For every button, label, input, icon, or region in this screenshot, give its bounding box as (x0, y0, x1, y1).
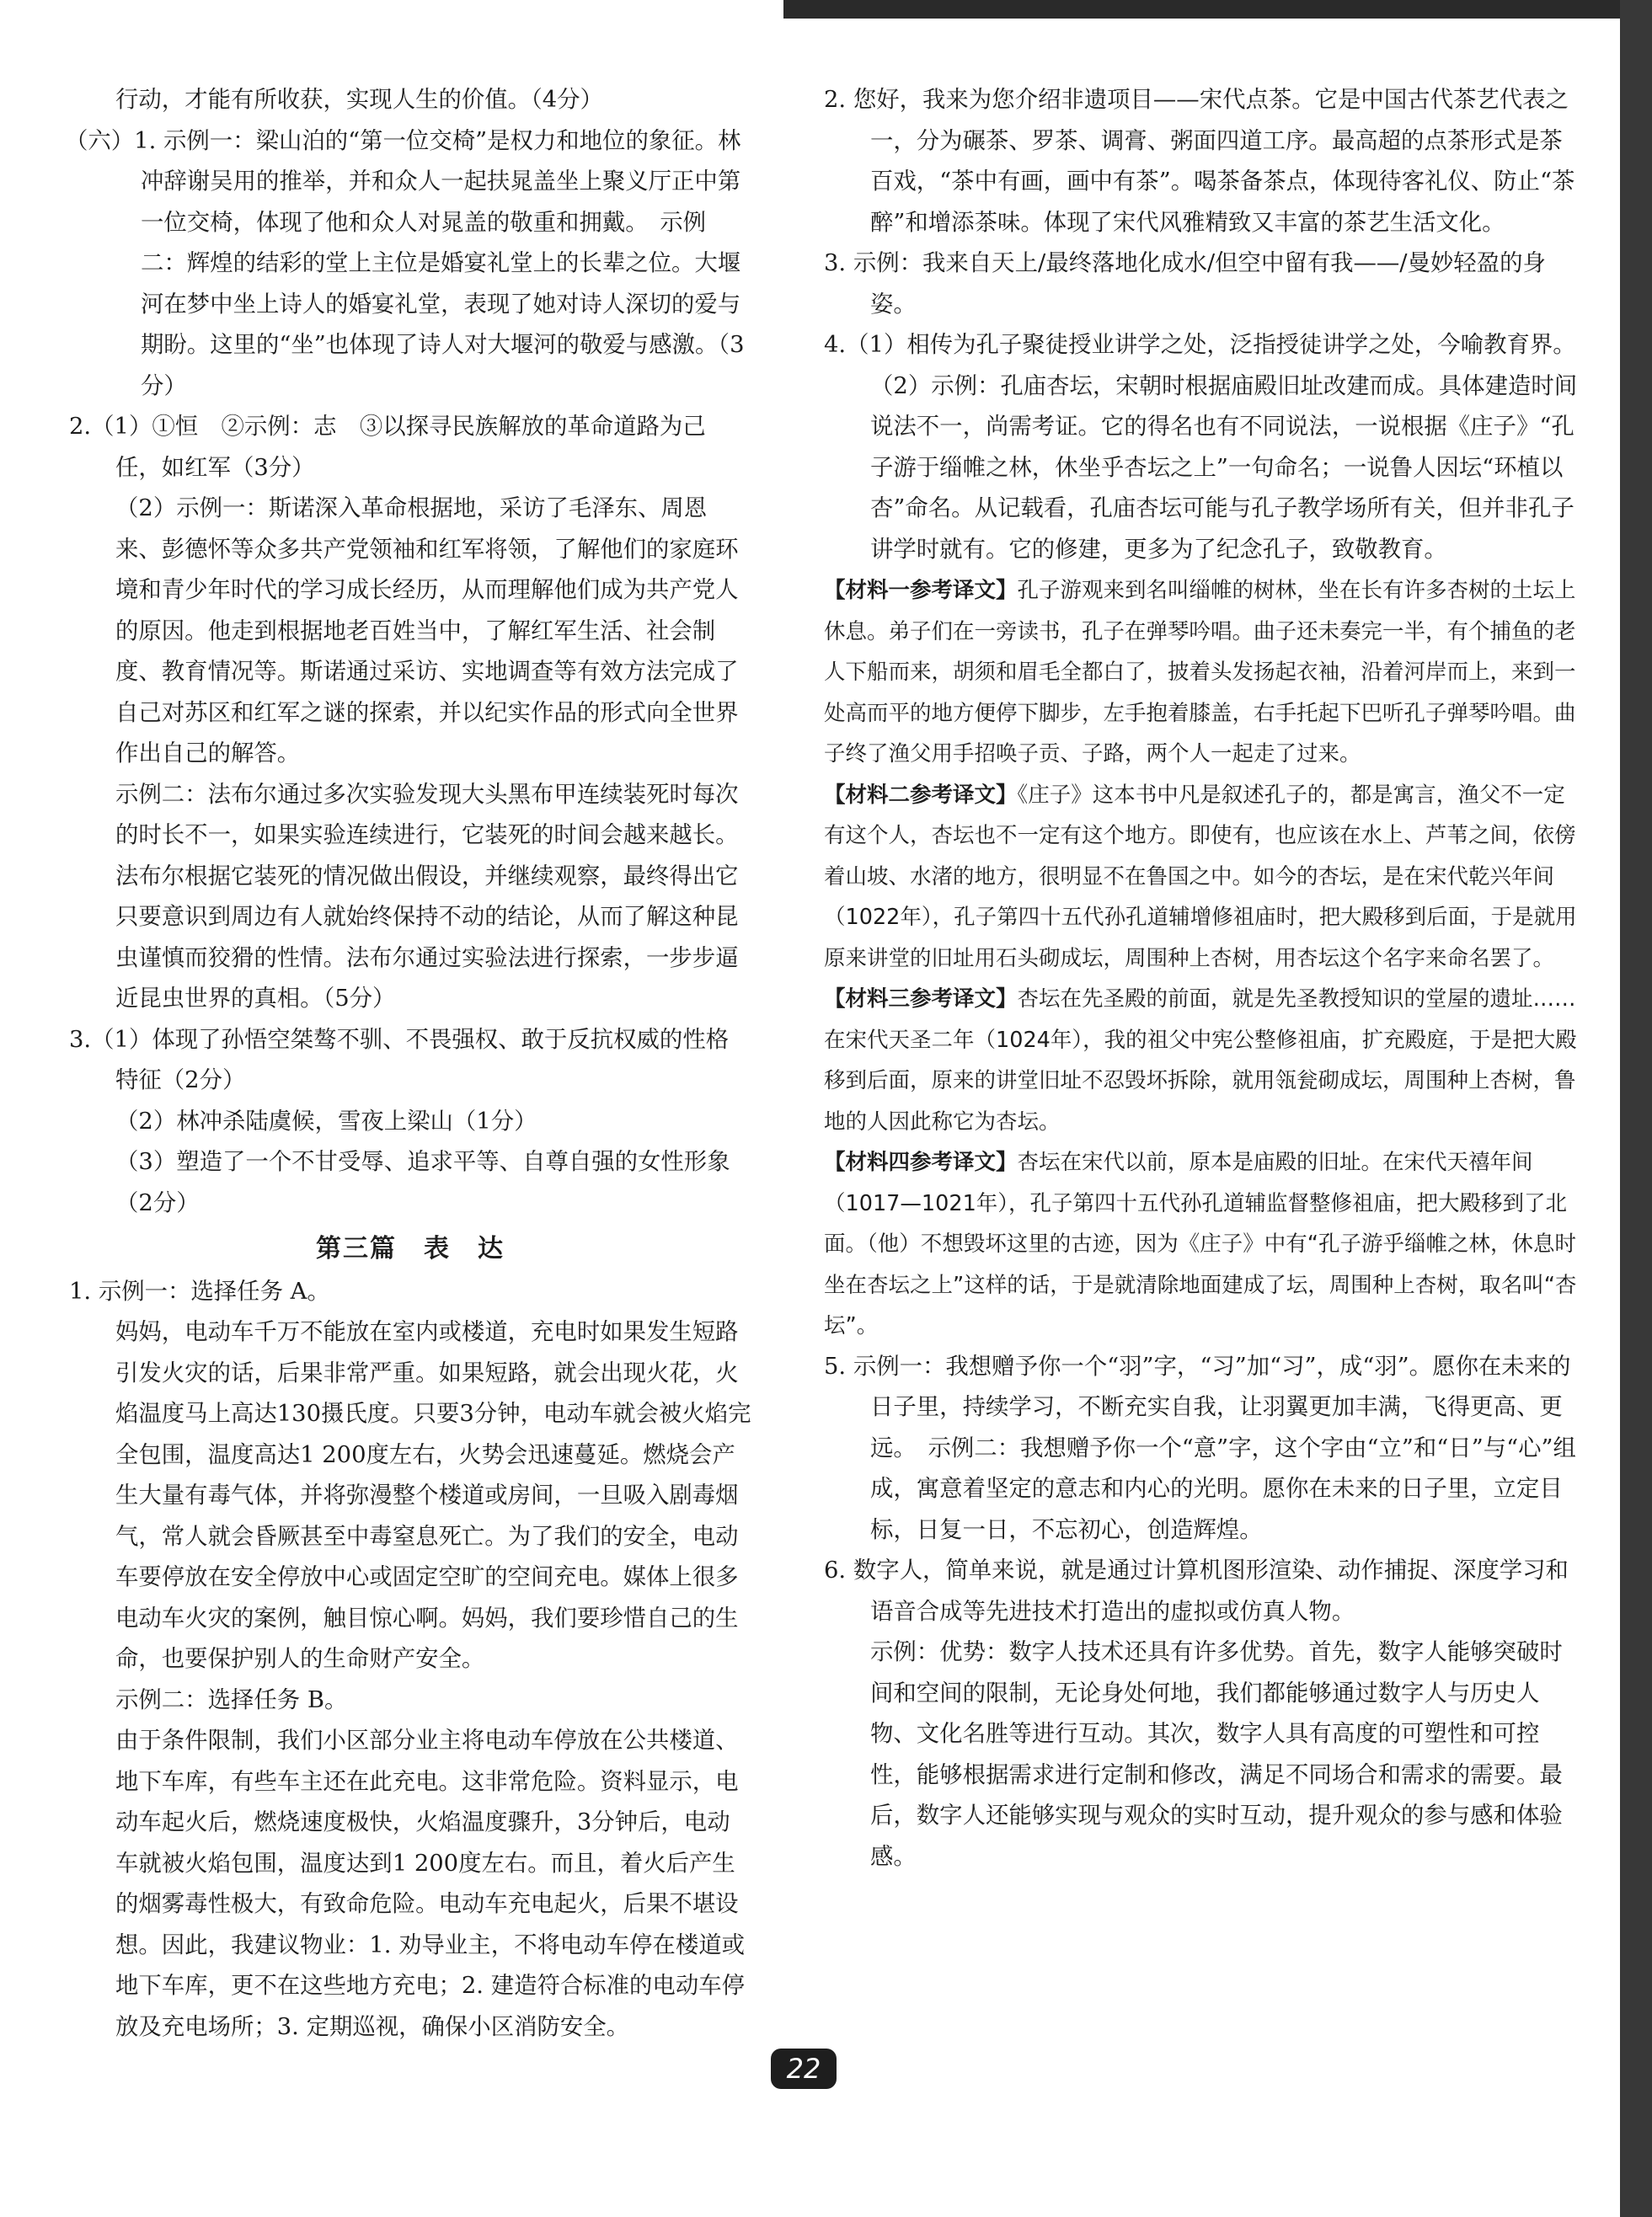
page-number: 22 (771, 2049, 837, 2089)
answer-paragraph: 3. 示例：我来自天上/最终落地化成水/但空中留有我——/曼妙轻盈的身姿。 (824, 250, 1546, 318)
material-tag: 【材料四参考译文】 (824, 1150, 1018, 1175)
answer-paragraph: （2）示例一：斯诺深入革命根据地，采访了毛泽东、周恩来、彭德怀等众多共产党领袖和红军将领，了解他们的家庭环境和青少年时代的学习成长经历，从而理解他们成为共产党人的原因。他走到根据地老百姓当中，了解红军生活、社会制度、教育情况等。斯诺通过采访、实地调查等有效方法完成了自己对苏区和红军之谜的探索，并以纪实作品的形式向全世界作出自己的解答。 (115, 495, 739, 767)
left-answers (65, 80, 751, 1224)
material-text: 杏坛在宋代以前，原本是庙殿的旧址。在宋代天禧年间（1017—1021年），孔子第四十五代孙孔道辅监督整修祖庙，把大殿移到了北面。（他）不想毁坏这里的古迹，因为《庄子》中有“孔子游乎缁帷之林，休息时坐在杏坛之上”这样的话，于是就清除地面建成了坛，周围种上杏树，取名叫“杏坛”。 (824, 1150, 1577, 1338)
scan-top-edge (783, 0, 1652, 19)
scan-right-edge (1620, 0, 1652, 2217)
answer-paragraph: 示例二：法布尔通过多次实验发现大头黑布甲连续装死时每次的时长不一，如果实验连续进行，它装死的时间会越来越长。法布尔根据它装死的情况做出假设，并继续观察，最终得出它只要意识到周边有人就始终保持不动的结论，从而了解这种昆虫谨慎而狡猾的性情。法布尔通过实验法进行探索，一步步逼近昆虫世界的真相。（5分） (115, 781, 739, 1012)
answer-paragraph: 妈妈，电动车千万不能放在室内或楼道，充电时如果发生短路引发火灾的话，后果非常严重。如果短路，就会出现火花，火焰温度马上高达130摄氏度。只要3分钟，电动车就会被火焰完全包围，温度高达1 200度左右，火势会迅速蔓延。燃烧会产生大量有毒气体，并将弥漫整个楼道或房间，一旦吸入剧毒烟气，常人就会昏厥甚至中毒窒息死亡。为了我们的安全，电动车要停放在安全停放中心或固定空旷的空间充电。媒体上很多电动车火灾的案例，触目惊心啊。妈妈，我们要珍惜自己的生命，也要保护别人的生命财产安全。 (115, 1319, 751, 1672)
material-text: 《庄子》这本书中凡是叙述孔子的，都是寓言，渔父不一定有这个人，杏坛也不一定有这个地方。即使有，也应该在水上、芦苇之间，依傍着山坡、水渚的地方，很明显不在鲁国之中。如今的杏坛，是在宋代乾兴年间（1022年），孔子第四十五代孙孔道辅增修祖庙时，把大殿移到后面，于是就用原来讲堂的旧址用石头砌成坛，周围种上杏树，用杏坛这个名字来命名罢了。 (824, 782, 1577, 971)
answer-paragraph: （2）示例：孔庙杏坛，宋朝时根据庙殿旧址改建而成。具体建造时间说法不一，尚需考证。它的得名也有不同说法，一说根据《庄子》“孔子游于缁帷之林，休坐乎杏坛之上”一句命名；一说鲁人因坛“环植以杏”命名。从记载看，孔庙杏坛可能与孔子教学场所有关，但并非孔子讲学时就有。它的修建，更多为了纪念孔子，致敬教育。 (870, 372, 1578, 563)
material-translation (824, 775, 1582, 980)
answer-paragraph: 示例二：选择任务 B。 (115, 1686, 348, 1713)
material-text: 孔子游观来到名叫缁帷的树林，坐在长有许多杏树的土坛上休息。弟子们在一旁读书，孔子在弹琴吟唱。曲子还未奏完一半，有个捕鱼的老人下船而来，胡须和眉毛全都白了，披着头发扬起衣袖，沿着河岸而上，来到一处高而平的地方便停下脚步，左手抱着膝盖，右手托起下巴听孔子弹琴吟唱。曲子终了渔父用手招唤子贡、子路，两个人一起走了过来。 (824, 578, 1576, 767)
answer-paragraph: 3.（1）体现了孙悟空桀骜不驯、不畏强权、敢于反抗权威的性格特征（2分） (69, 1026, 730, 1093)
answer-paragraph: （3）塑造了一个不甘受辱、追求平等、自尊自强的女性形象（2分） (115, 1149, 730, 1216)
answer-paragraph: 由于条件限制，我们小区部分业主将电动车停放在公共楼道、地下车库，有些车主还在此充电。这非常危险。资料显示，电动车起火后，燃烧速度极快，火焰温度骤升，3分钟后，电动车就被火焰包围，温度达到1 200度左右。而且，着火后产生的烟雾毒性极大，有致命危险。电动车充电起火，后果不堪设想。因此，我建议物业：1. 劝导业主，不将电动车停在楼道或地下车库，更不在这些地方充电；2. 建造符合标准的电动车停放及充电场所；3. 定期巡视，确保小区消防安全。 (115, 1728, 745, 2040)
left-column (65, 80, 751, 2048)
answer-paragraph: 4.（1）相传为孔子聚徒授业讲学之处，泛指授徒讲学之处，今喻教育界。 (824, 332, 1576, 358)
left-answers-expression (69, 1272, 751, 2049)
answer-paragraph: （六）1. 示例一：梁山泊的“第一位交椅”是权力和地位的象征。林冲辞谢吴用的推举，并和众人一起扶晁盖坐上聚义厅正中第一位交椅，体现了他和众人对晁盖的敬重和拥戴。 示例二：辉煌的结彩的堂上主位是婚宴礼堂上的长辈之位。大堰河在梦中坐上诗人的婚宴礼堂，表现了她对诗人深切的爱与期盼。这里的“坐”也体现了诗人对大堰河的敬爱与感激。（3分） (65, 127, 745, 399)
answer-paragraph: （2）林冲杀陆虞候，雪夜上梁山（1分） (115, 1108, 537, 1135)
section-heading: 第三篇 表 达 (316, 1234, 505, 1263)
material-tag: 【材料一参考译文】 (824, 578, 1018, 603)
answer-paragraph: 2. 您好，我来为您介绍非遗项目——宋代点茶。它是中国古代茶艺代表之一，分为碾茶、罗茶、调膏、粥面四道工序。最高超的点茶形式是茶百戏，“茶中有画，画中有茶”。喝茶备茶点，体现待客礼仪、防止“茶醉”和增添茶味。体现了宋代风雅精致又丰富的茶艺生活文化。 (824, 87, 1575, 236)
answer-paragraph: 6. 数字人，简单来说，就是通过计算机图形渲染、动作捕捉、深度学习和语音合成等先进技术打造出的虚拟或仿真人物。 (824, 1557, 1569, 1625)
answer-paragraph: 5. 示例一：我想赠予你一个“羽”字，“习”加“习”，成“羽”。愿你在未来的日子里，持续学习，不断充实自我，让羽翼更加丰满，飞得更高、更远。 示例二：我想赠予你一个“意”字，这个字由“立”和“日”与“心”组成，寓意着坚定的意志和内心的光明。愿你在未来的日子里，立定目标，日复一日，不忘初心，创造辉煌。 (824, 1353, 1576, 1543)
material-text: 杏坛在先圣殿的前面，就是先圣教授知识的堂屋的遗址……在宋代天圣二年（1024年），我的祖父中宪公整修祖庙，扩充殿庭，于是把大殿移到后面，原来的讲堂旧址不忍毁坏拆除，就用瓴瓮砌成坛，周围种上杏树，鲁地的人因此称它为杏坛。 (824, 986, 1577, 1135)
reference-translations (824, 570, 1582, 1347)
material-tag: 【材料三参考译文】 (824, 986, 1018, 1012)
material-tag: 【材料二参考译文】 (824, 782, 1018, 808)
answer-paragraph: 2.（1）①恒 ②示例：志 ③以探寻民族解放的革命道路为己任，如红军（3分） (69, 414, 706, 481)
right-column (824, 80, 1582, 1878)
material-translation (824, 979, 1582, 1142)
answer-paragraph: 1. 示例一：选择任务 A。 (69, 1278, 330, 1305)
material-translation (824, 570, 1582, 775)
material-translation (824, 1142, 1582, 1347)
answer-paragraph: 示例：优势：数字人技术还具有许多优势。首先，数字人能够突破时间和空间的限制，无论身处何地，我们都能够通过数字人与历史人物、文化名胜等进行互动。其次，数字人具有高度的可塑性和可控性，能够根据需求进行定制和修改，满足不同场合和需求的需要。最后，数字人还能够实现与观众的实时互动，提升观众的参与感和体验感。 (870, 1639, 1563, 1870)
answer-paragraph: 行动，才能有所收获，实现人生的价值。（4分） (115, 87, 603, 113)
right-answers (824, 80, 1582, 570)
right-answers-expression (824, 1347, 1582, 1878)
